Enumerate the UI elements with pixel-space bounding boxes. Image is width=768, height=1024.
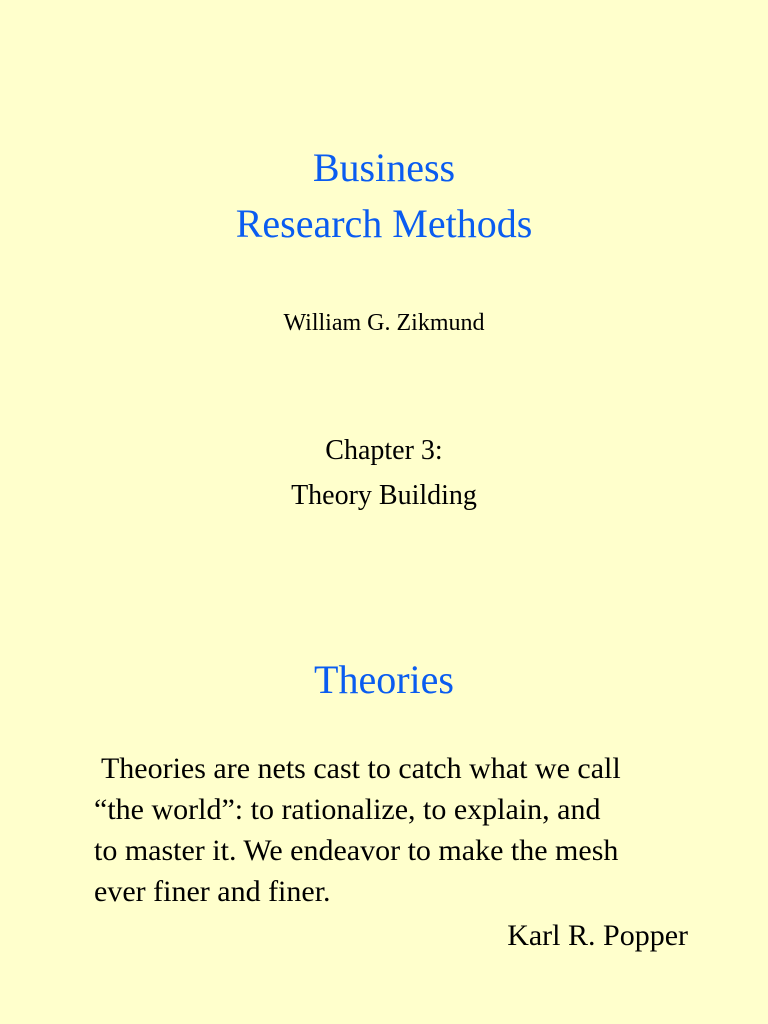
author-name: William G. Zikmund bbox=[283, 310, 485, 336]
chapter-heading bbox=[0, 428, 768, 518]
course-title-line-1: Business bbox=[312, 145, 456, 190]
course-title bbox=[0, 140, 768, 252]
chapter-title: Theory Building bbox=[291, 480, 477, 511]
quote-attribution: Karl R. Popper bbox=[507, 919, 688, 952]
slide-title: Theories bbox=[314, 657, 454, 702]
quote-line-1: Theories are nets cast to catch what we call bbox=[94, 752, 621, 785]
quote-line-3: to master it. We endeavor to make the mesh bbox=[94, 834, 619, 867]
theories-slide bbox=[0, 570, 768, 1024]
quote-line-2: “the world”: to rationalize, to explain, and bbox=[94, 793, 601, 826]
course-title-line-2: Research Methods bbox=[235, 201, 533, 246]
chapter-number: Chapter 3: bbox=[325, 435, 443, 466]
popper-quote bbox=[94, 748, 714, 912]
quote-line-4: ever finer and finer. bbox=[94, 875, 331, 908]
